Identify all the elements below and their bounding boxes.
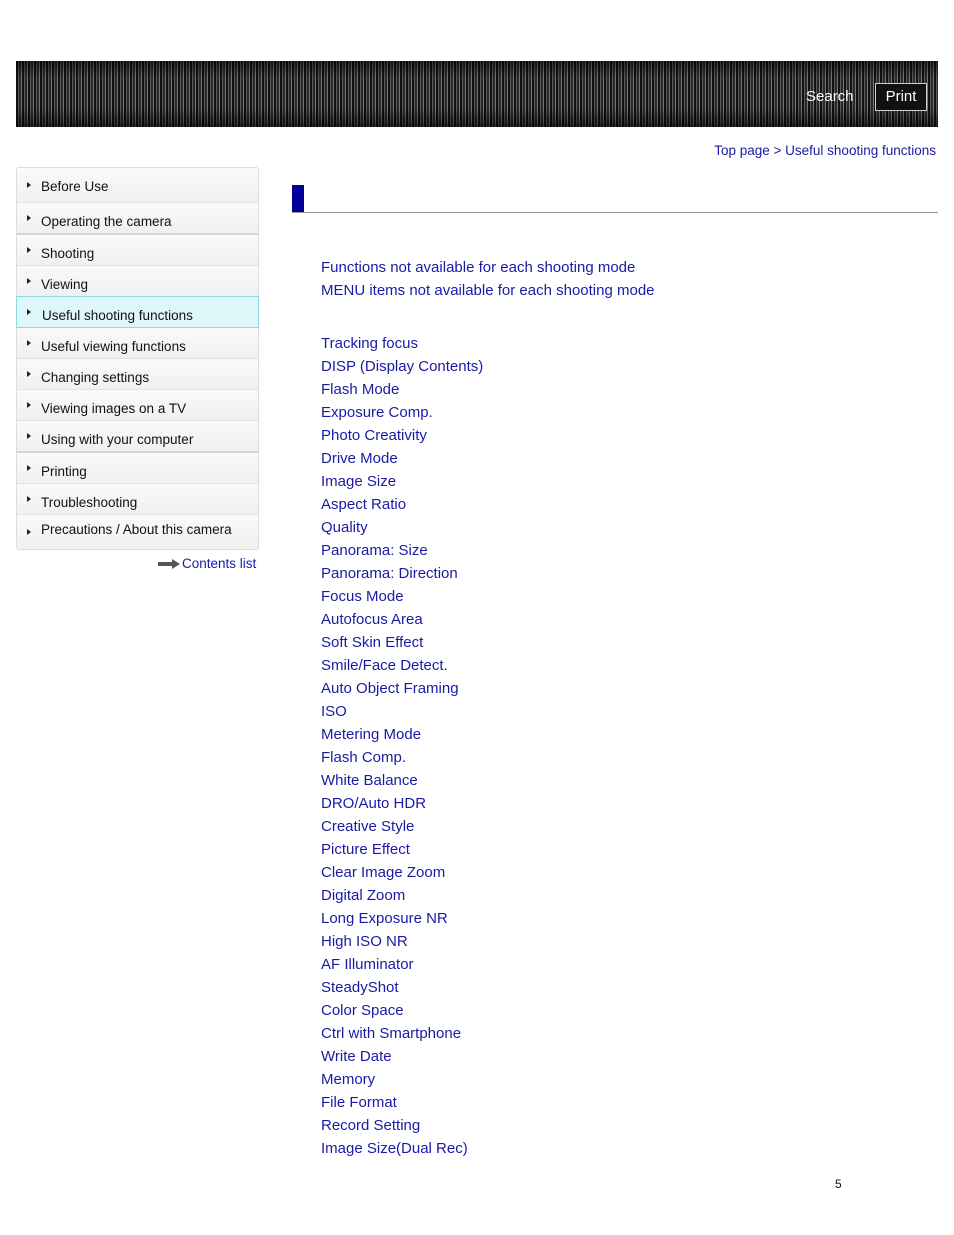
breadcrumb [714,143,936,158]
header-bar [16,61,938,127]
link-ctrl-with-smartphone[interactable]: Ctrl with Smartphone [321,1025,462,1042]
link-creative-style[interactable]: Creative Style [321,818,415,835]
link-autofocus-area[interactable]: Autofocus Area [321,611,423,628]
link-menu-items-not-available[interactable]: MENU items not available for each shooting mode [321,282,655,299]
sidebar-item-label: Using with your computer [41,432,194,447]
contents-list-link[interactable] [158,556,256,571]
link-picture-effect[interactable]: Picture Effect [321,841,410,858]
sidebar-item-label: Changing settings [41,370,150,385]
link-high-iso-nr[interactable]: High ISO NR [321,933,408,950]
search-link[interactable]: Search [806,88,854,105]
link-metering-mode[interactable]: Metering Mode [321,726,422,743]
page-title-divider [292,212,938,213]
link-flash-mode[interactable]: Flash Mode [321,381,400,398]
sidebar-item-operating-the-camera[interactable] [17,203,258,235]
sidebar-item-label: Useful viewing functions [41,339,186,354]
sidebar-item-label: Before Use [41,179,109,194]
sidebar-item-precautions[interactable] [17,515,258,549]
breadcrumb-current-link[interactable]: Useful shooting functions [785,143,936,158]
link-white-balance[interactable]: White Balance [321,772,418,789]
link-clear-image-zoom[interactable]: Clear Image Zoom [321,864,446,881]
link-functions-not-available[interactable]: Functions not available for each shooting mode [321,259,636,276]
sidebar-item-label: Viewing [41,277,89,292]
arrow-right-icon [158,559,180,569]
sidebar-item-label: Precautions / About this camera [41,522,232,537]
triangle-right-icon [27,215,31,221]
link-digital-zoom[interactable]: Digital Zoom [321,887,406,904]
link-steadyshot[interactable]: SteadyShot [321,979,399,996]
triangle-right-icon [27,182,31,188]
link-iso[interactable]: ISO [321,703,347,720]
link-photo-creativity[interactable]: Photo Creativity [321,427,427,444]
triangle-right-icon [27,309,31,315]
link-focus-mode[interactable]: Focus Mode [321,588,404,605]
triangle-right-icon [27,371,31,377]
link-panorama-size[interactable]: Panorama: Size [321,542,428,559]
triangle-right-icon [27,278,31,284]
contents-list-label: Contents list [182,556,257,571]
link-image-size[interactable]: Image Size [321,473,397,490]
sidebar-item-label: Shooting [41,246,95,261]
sidebar-item-label: Useful shooting functions [42,308,193,323]
link-auto-object-framing[interactable]: Auto Object Framing [321,680,459,697]
sidebar-item-label: Viewing images on a TV [41,401,187,416]
triangle-right-icon [27,402,31,408]
link-drive-mode[interactable]: Drive Mode [321,450,398,467]
sidebar-item-printing[interactable] [17,453,258,484]
link-af-illuminator[interactable]: AF Illuminator [321,956,414,973]
sidebar-item-useful-viewing-functions[interactable] [17,328,258,359]
link-long-exposure-nr[interactable]: Long Exposure NR [321,910,448,927]
triangle-right-icon [27,340,31,346]
sidebar-item-changing-settings[interactable] [17,359,258,390]
link-memory[interactable]: Memory [321,1071,376,1088]
link-file-format[interactable]: File Format [321,1094,397,1111]
sidebar-item-viewing[interactable] [17,266,258,297]
link-tracking-focus[interactable]: Tracking focus [321,335,418,352]
sidebar-item-using-with-computer[interactable] [17,421,258,453]
triangle-right-icon [27,529,31,535]
sidebar-item-label: Printing [41,464,87,479]
triangle-right-icon [27,496,31,502]
triangle-right-icon [27,433,31,439]
link-disp[interactable]: DISP (Display Contents) [321,358,484,375]
link-smile-face-detect[interactable]: Smile/Face Detect. [321,657,448,674]
page-number: 5 [835,1177,842,1191]
link-aspect-ratio[interactable]: Aspect Ratio [321,496,407,513]
link-exposure-comp[interactable]: Exposure Comp. [321,404,433,421]
link-quality[interactable]: Quality [321,519,368,536]
triangle-right-icon [27,465,31,471]
link-soft-skin-effect[interactable]: Soft Skin Effect [321,634,424,651]
breadcrumb-top-link[interactable]: Top page [714,143,770,158]
sidebar-item-shooting[interactable] [17,235,258,266]
breadcrumb-separator: > [773,143,786,158]
sidebar-item-before-use[interactable] [17,168,258,203]
sidebar-item-troubleshooting[interactable] [17,484,258,515]
sidebar-item-label: Troubleshooting [41,495,138,510]
sidebar-nav [16,167,259,550]
link-write-date[interactable]: Write Date [321,1048,392,1065]
triangle-right-icon [27,247,31,253]
sidebar-item-viewing-images-on-tv[interactable] [17,390,258,421]
link-color-space[interactable]: Color Space [321,1002,404,1019]
link-image-size-dual-rec[interactable]: Image Size(Dual Rec) [321,1140,468,1157]
page-title-marker [292,185,304,213]
function-link-list [321,259,655,1163]
link-dro-auto-hdr[interactable]: DRO/Auto HDR [321,795,427,812]
link-record-setting[interactable]: Record Setting [321,1117,421,1134]
print-button[interactable]: Print [875,83,927,111]
link-panorama-direction[interactable]: Panorama: Direction [321,565,458,582]
group-spacer [321,305,655,335]
sidebar-item-useful-shooting-functions[interactable] [16,296,259,328]
sidebar-item-label: Operating the camera [41,214,172,229]
link-flash-comp[interactable]: Flash Comp. [321,749,407,766]
